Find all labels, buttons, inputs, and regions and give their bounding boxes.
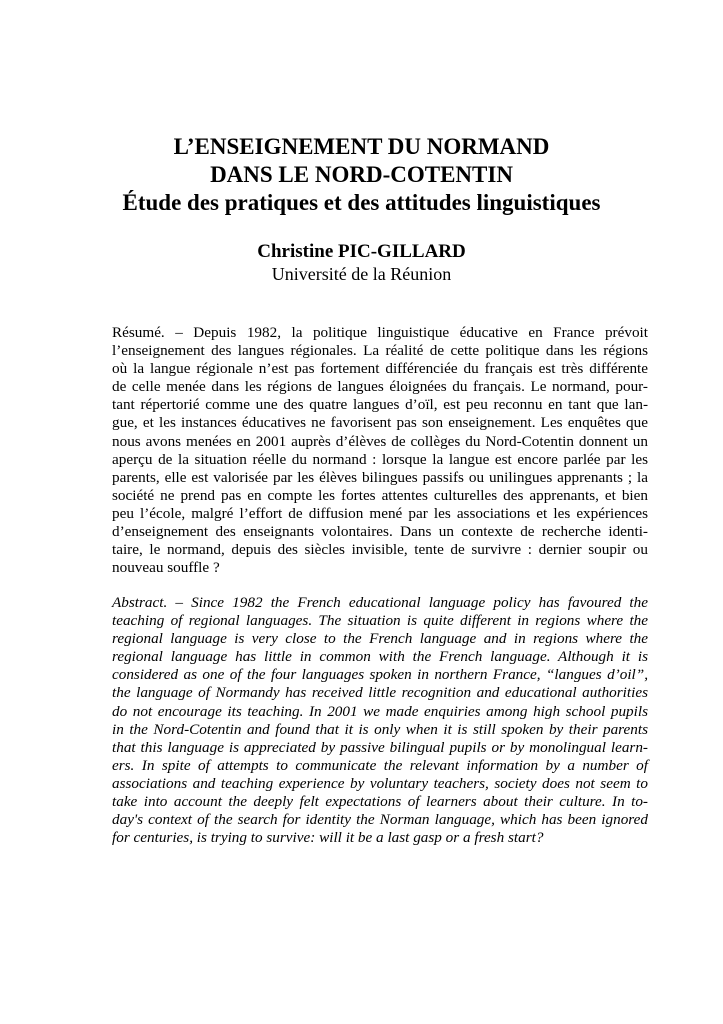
abstract-line: in the Nord-Cotentin and found that it is only when it is still spoken by their parents (112, 720, 648, 738)
abstract-line: for centuries, is trying to survive: will it be a last gasp or a fresh start? (112, 829, 544, 847)
resume-line: gue, et les instances éducatives ne favorisent pas son enseignement. Les enquêtes que (112, 414, 648, 432)
author-block (0, 240, 723, 285)
title-line-2: DANS LE NORD-COTENTIN (210, 162, 513, 187)
resume-line: nouveau souffle ? (112, 559, 220, 577)
resume-line: où la langue régionale n’est pas fortement différenciée du français est très différente (112, 360, 648, 378)
title-block (0, 133, 723, 217)
french-abstract (112, 324, 648, 577)
resume-line: tant répertorié comme une des quatre langues d’oïl, est peu reconnu en tant que lan- (112, 396, 648, 414)
author-affiliation: Université de la Réunion (271, 264, 452, 284)
resume-line: l’enseignement des langues régionales. La réalité de cette politique dans les régions (112, 342, 648, 360)
resume-line: nous avons menées en 2001 auprès d’élèves de collèges du Nord-Cotentin donnent un (112, 432, 648, 450)
title-line-1: L’ENSEIGNEMENT DU NORMAND (173, 134, 550, 159)
title-line-3: Étude des pratiques et des attitudes linguistiques (122, 190, 601, 215)
abstract-line: teaching of regional languages. The situation is quite different in regions where the (112, 612, 648, 630)
abstract-line: regional language is very close to the French language and in regions where the (112, 630, 648, 648)
resume-line: d’enseignement des enseignants volontaires. Dans un contexte de recherche identi- (112, 523, 648, 541)
resume-line: taire, le normand, depuis des siècles invisible, tente de survivre : dernier soupir ou (112, 541, 648, 559)
resume-line: de celle menée dans les régions de langues éloignées du français. Le normand, pour- (112, 378, 648, 396)
resume-line: peu l’école, malgré l’effort de diffusion mené par les associations et les expériences (112, 504, 648, 522)
abstract-line: that this language is appreciated by passive bilingual pupils or by monolingual learn- (112, 738, 648, 756)
abstract-line: associations and teaching experience by voluntary teachers, society does not seem to (112, 774, 648, 792)
abstract-line: the language of Normandy has received little recognition and educational authorities (112, 684, 648, 702)
resume-line: aperçu de la situation réelle du normand : lorsque la langue est encore parlée par les (112, 450, 648, 468)
abstract-line: considered as one of the four languages spoken in northern France, “langues d’oil”, (112, 666, 648, 684)
english-abstract (112, 594, 648, 847)
author-name: Christine PIC-GILLARD (257, 241, 466, 262)
abstract-line: ers. In spite of attempts to communicate the relevant information by a number of (112, 756, 648, 774)
abstract-line: regional language has little in common with the French language. Although it is (112, 648, 648, 666)
abstract-line: do not encourage its teaching. In 2001 we made enquiries among high school pupils (112, 702, 648, 720)
resume-line: parents, elle est valorisée par les élèves bilingues passifs ou unilingues apprenants ; la (112, 468, 648, 486)
resume-line: Résumé. – Depuis 1982, la politique linguistique éducative en France prévoit (112, 324, 648, 341)
abstract-line: Abstract. – Since 1982 the French educational language policy has favoured the (112, 594, 648, 611)
resume-line: société ne prend pas en compte les fortes attentes culturelles des apprenants, et bien (112, 486, 648, 504)
abstract-line: day's context of the search for identity the Norman language, which has been ignored (112, 811, 648, 829)
abstract-line: take into account the deeply felt expectations of learners about their culture. In to- (112, 793, 648, 811)
